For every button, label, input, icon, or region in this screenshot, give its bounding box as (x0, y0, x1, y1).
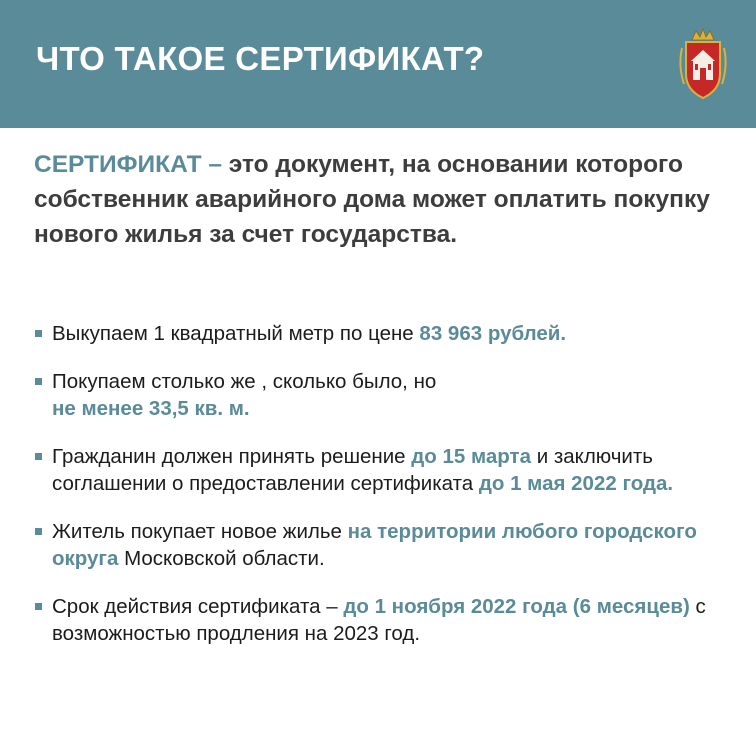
coat-of-arms-icon (676, 26, 730, 102)
bullet-highlight-2: до 1 мая 2022 года. (478, 472, 674, 495)
definition-paragraph (34, 147, 724, 252)
bullet-deadline (34, 443, 734, 497)
page-title: ЧТО ТАКОЕ СЕРТИФИКАТ? (36, 40, 485, 77)
info-bullet-list (34, 320, 734, 668)
bullet-area (34, 368, 734, 422)
bullet-highlight: не менее 33,5 кв. м. (52, 397, 250, 420)
bullet-price (34, 320, 734, 347)
bullet-text-2: Московской области. (118, 547, 325, 570)
bullet-marker (35, 528, 42, 535)
bullet-text: Срок действия сертификата – (52, 595, 344, 618)
bullet-text-2: и заключить соглашении о предоставлении сертификата (52, 445, 653, 495)
bullet-marker (35, 603, 42, 610)
bullet-text: Гражданин должен принять решение (52, 445, 412, 468)
definition-text: это документ, на основании которого собственник аварийного дома может оплатить покупку нового жилья за счет государства. (34, 151, 710, 248)
bullet-highlight: до 15 марта (411, 445, 531, 468)
bullet-highlight: на территории любого городского округа (52, 520, 697, 570)
bullet-marker (35, 453, 42, 460)
bullet-validity (34, 593, 734, 647)
bullet-text: Выкупаем 1 квадратный метр по цене (52, 322, 420, 345)
bullet-highlight: до 1 ноября 2022 года (6 месяцев) (343, 595, 690, 618)
bullet-marker (35, 330, 42, 337)
bullet-text: Покупаем столько же , сколько было, но (52, 370, 437, 393)
header-banner (0, 0, 756, 128)
bullet-text: Житель покупает новое жилье (52, 520, 348, 543)
definition-term: СЕРТИФИКАТ – (34, 151, 229, 178)
bullet-territory (34, 518, 734, 572)
bullet-marker (35, 378, 42, 385)
bullet-text-2: с возможностью продления на 2023 год. (52, 595, 706, 645)
bullet-highlight: 83 963 рублей. (419, 322, 567, 345)
